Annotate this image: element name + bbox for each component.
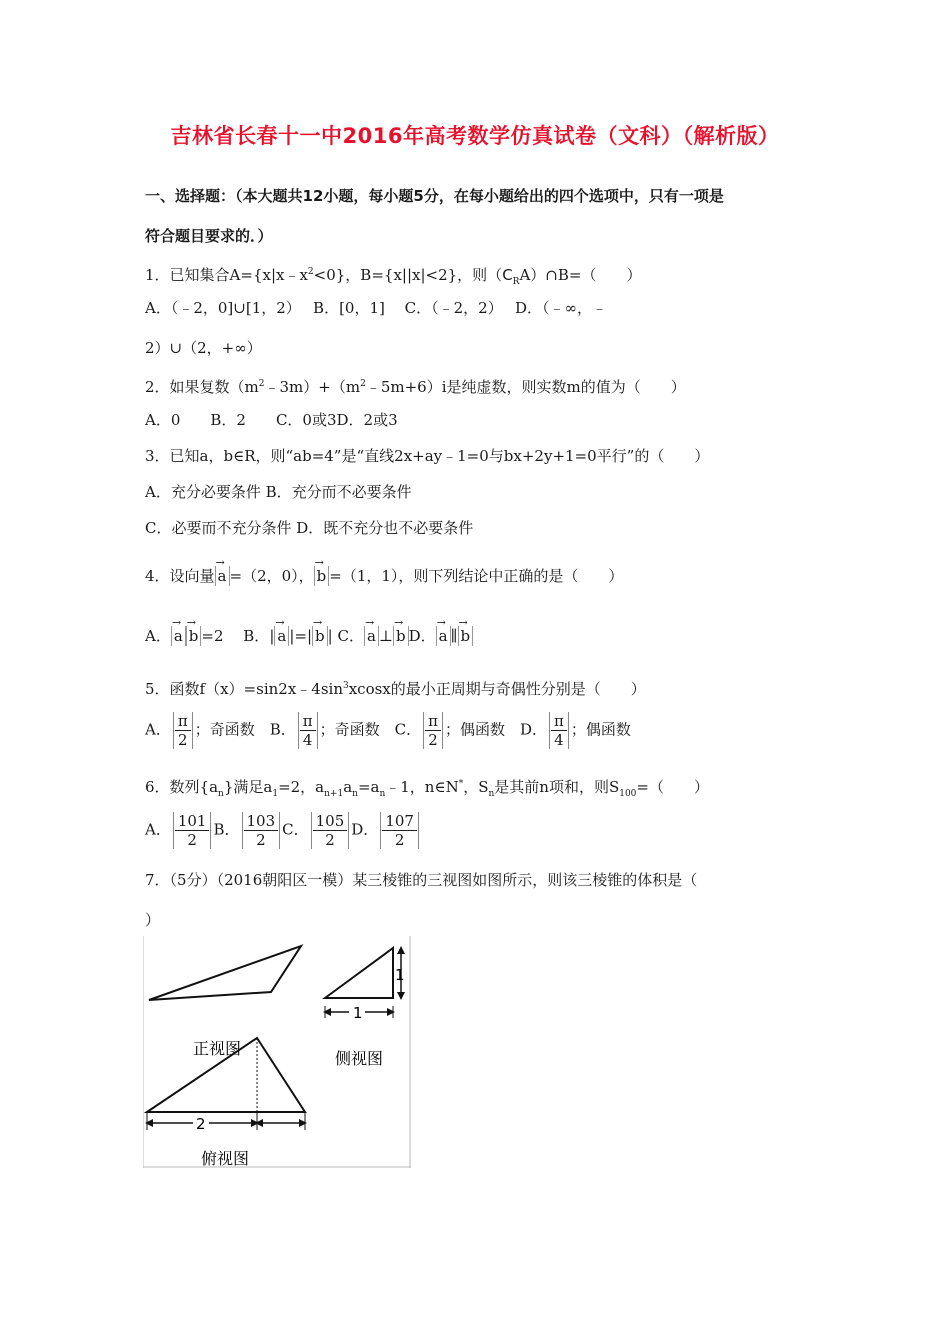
- fraction: $\frac{105}{2}$: [311, 812, 350, 849]
- question-4-options: A．→ a→ b =2 B．|→ a |=|→ b | C．→ a ⊥→ b D．→ a ∥→ b: [145, 626, 473, 646]
- vector-b: → b: [314, 566, 330, 586]
- question-1-options-cont: 2）∪（2，+∞）: [145, 339, 262, 357]
- question-7-stem: 7．（5分）（2016朝阳区一模）某三棱锥的三视图如图所示，则该三棱锥的体积是（: [145, 871, 698, 889]
- section-heading-cont: 符合题目要求的．）: [145, 227, 273, 245]
- fraction: $\frac{\pi}{2}$: [173, 712, 193, 749]
- question-3-options-1: A．充分必要条件 B．充分而不必要条件: [145, 483, 412, 501]
- side-dim-height: 1: [395, 966, 405, 984]
- page-title: 吉林省长春十一中2016年高考数学仿真试卷（文科）（解析版）: [170, 124, 780, 148]
- side-view-label: 侧视图: [335, 1049, 384, 1068]
- fraction: $\frac{\pi}{2}$: [423, 712, 443, 749]
- question-1-options: A．（﹣2，0]∪[1，2） B．[0，1] C．（﹣2，2） D．（﹣∞，﹣: [145, 299, 607, 317]
- question-5-options: A． $\frac{\pi}{2}$ ；奇函数 B． $\frac{\pi}{4}$ ；奇函数 C． $\frac{\pi}{2}$ ；偶函数 D． $\frac{\pi}{4}$ ；偶函数: [145, 712, 631, 749]
- top-dim-width: 2: [196, 1115, 206, 1133]
- three-view-figure: [143, 936, 411, 1168]
- section-heading: 一、选择题：（本大题共12小题，每小题5分，在每小题给出的四个选项中，只有一项是: [145, 187, 724, 205]
- front-view-label: 正视图: [193, 1039, 242, 1058]
- question-3-stem: 3．已知a，b∈R，则“ab=4”是“直线2x+ay﹣1=0与bx+2y+1=0平行”的（ ）: [145, 447, 710, 465]
- side-dim-width: 1: [353, 1004, 363, 1022]
- question-6-options: A． $\frac{101}{2}$ B． $\frac{103}{2}$ C． $\frac{105}{2}$ D． $\frac{107}{2}$: [145, 812, 421, 849]
- question-5-stem: 5．函数$f(x)=\sin 2x﹣4\sin^3xcosx$的最小正周期与奇偶性分别是（ ）: [145, 680, 646, 698]
- fraction: $\frac{\pi}{4}$: [298, 712, 318, 749]
- side-view-triangle: [325, 948, 393, 998]
- question-2-options: A．0 B．2 C．0或3D．2或3: [145, 411, 398, 429]
- question-4-stem: 4．设向量→ a =（2，0），→ b =（1，1），则下列结论中正确的是（ ）: [145, 566, 623, 586]
- top-view-label: 俯视图: [201, 1149, 250, 1168]
- question-6-stem: 6．数列$\{a_n\}$满足$a_1=2$，$a_{n+1}a_n=a_n﹣1$，n∈N*，$S_n$是其前n项和，则$S_{100}=$（ ）: [145, 778, 709, 799]
- question-3-options-2: C．必要而不充分条件 D．既不充分也不必要条件: [145, 519, 474, 537]
- fraction: $\frac{103}{2}$: [242, 812, 281, 849]
- fraction: $\frac{\pi}{4}$: [549, 712, 569, 749]
- question-2-stem: 2．如果复数$(m^2﹣3m)+(m^2﹣5m+6)i$是纯虚数，则实数m的值为（ ）: [145, 378, 686, 396]
- question-1-stem: 1．已知集合$A=\{x|x﹣x^2<0\}$，B={x||x|<2}，则$(C_RA)\cap B=$（ ）: [145, 266, 642, 287]
- fraction: $\frac{101}{2}$: [173, 812, 212, 849]
- vector-a: → a: [215, 566, 230, 586]
- front-view-triangle: [149, 946, 301, 1000]
- question-7-stem-cont: ）: [145, 911, 161, 929]
- fraction: $\frac{107}{2}$: [380, 812, 419, 849]
